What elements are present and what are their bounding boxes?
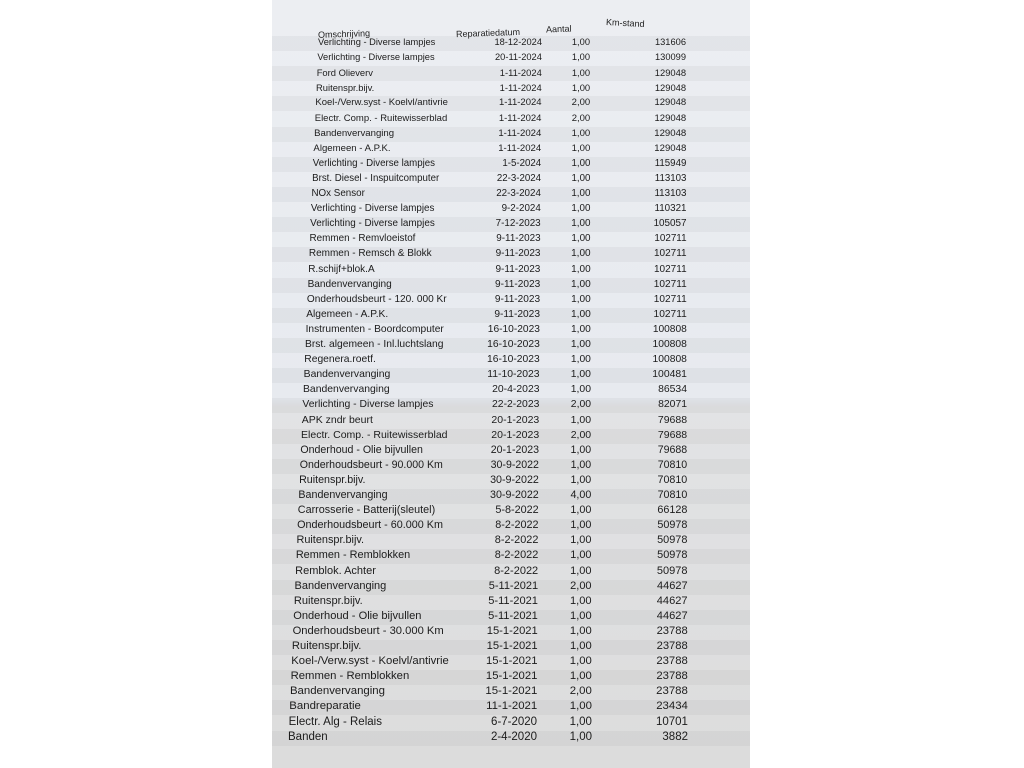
table-row xyxy=(272,519,750,534)
row-mileage: 130099 xyxy=(655,52,687,63)
row-mileage: 23788 xyxy=(656,670,688,683)
row-repair-date: 16-10-2023 xyxy=(487,339,540,350)
row-description: Verlichting - Diverse lampjes xyxy=(310,203,435,215)
row-repair-date: 20-4-2023 xyxy=(492,384,540,396)
row-mileage: 44627 xyxy=(656,579,688,592)
table-row xyxy=(272,716,750,731)
row-quantity: 1,00 xyxy=(571,188,591,199)
row-mileage: 102711 xyxy=(653,248,687,260)
row-description: Electr. Comp. - Ruitewisserblad xyxy=(301,428,448,441)
row-description: Bandenvervanging xyxy=(303,369,391,381)
row-description: NOx Sensor xyxy=(311,188,365,199)
row-repair-date: 11-10-2023 xyxy=(487,369,540,381)
table-row xyxy=(272,731,750,746)
row-quantity: 1,00 xyxy=(571,203,591,215)
row-repair-date: 1-11-2024 xyxy=(498,127,542,139)
document-page xyxy=(272,0,750,768)
row-description: Bandreparatie xyxy=(289,700,361,713)
table-row xyxy=(272,504,750,519)
row-repair-date: 20-1-2023 xyxy=(490,443,540,456)
row-description: Onderhoud - Olie bijvullen xyxy=(293,609,422,622)
row-repair-date: 15-1-2021 xyxy=(486,624,538,637)
row-mileage: 100808 xyxy=(652,323,687,335)
row-description: Ruitenspr.bijv. xyxy=(316,82,375,94)
row-description: Bandenvervanging xyxy=(307,278,392,290)
row-mileage: 79688 xyxy=(657,413,688,426)
table-row xyxy=(272,112,750,127)
row-description: Algemeen - A.P.K. xyxy=(313,142,391,154)
row-description: APK zndr beurt xyxy=(301,413,373,426)
row-repair-date: 9-11-2023 xyxy=(495,263,541,275)
row-repair-date: 15-1-2021 xyxy=(486,655,538,668)
row-description: Remmen - Remvloeistof xyxy=(309,233,416,245)
row-quantity: 1,00 xyxy=(570,443,592,456)
table-row xyxy=(272,81,750,96)
row-quantity: 1,00 xyxy=(571,263,591,275)
row-quantity: 1,00 xyxy=(570,473,592,486)
row-quantity: 1,00 xyxy=(569,624,592,637)
table-row xyxy=(272,398,750,413)
row-mileage: 102711 xyxy=(653,308,687,320)
row-repair-date: 16-10-2023 xyxy=(487,354,540,366)
row-description: Onderhoudsbeurt - 60.000 Km xyxy=(297,519,443,532)
row-mileage: 129048 xyxy=(654,82,687,94)
row-quantity: 1,00 xyxy=(569,655,592,668)
row-repair-date: 18-12-2024 xyxy=(494,37,542,47)
row-description: Algemeen - A.P.K. xyxy=(306,308,389,320)
row-repair-date: 30-9-2022 xyxy=(490,489,539,501)
table-row xyxy=(272,308,750,323)
row-quantity: 1,00 xyxy=(571,172,591,184)
row-repair-date: 2-4-2020 xyxy=(490,730,537,743)
row-description: Ruitenspr.bijv. xyxy=(299,473,366,486)
row-mileage: 44627 xyxy=(656,594,688,607)
row-repair-date: 16-10-2023 xyxy=(487,323,540,335)
row-repair-date: 5-11-2021 xyxy=(488,594,538,607)
table-row xyxy=(272,610,750,625)
row-quantity: 1,00 xyxy=(571,142,591,154)
table-row xyxy=(272,534,750,549)
header-description: Omschrijving xyxy=(317,28,371,40)
row-quantity: 2,00 xyxy=(570,428,592,441)
table-row xyxy=(272,549,750,564)
row-quantity: 1,00 xyxy=(570,308,591,320)
row-mileage: 113103 xyxy=(654,188,687,199)
table-row xyxy=(272,489,750,504)
row-repair-date: 9-11-2023 xyxy=(494,293,541,305)
row-repair-date: 30-9-2022 xyxy=(490,458,539,471)
row-repair-date: 9-11-2023 xyxy=(494,278,541,290)
row-mileage: 70810 xyxy=(657,489,688,501)
table-row xyxy=(272,278,750,293)
row-mileage: 129048 xyxy=(654,142,687,154)
row-repair-date: 20-1-2023 xyxy=(491,428,540,441)
row-mileage: 102711 xyxy=(653,293,687,305)
row-mileage: 102711 xyxy=(654,233,687,245)
row-repair-date: 22-3-2024 xyxy=(496,172,542,184)
row-mileage: 79688 xyxy=(657,428,688,441)
row-repair-date: 5-11-2021 xyxy=(488,609,538,622)
row-quantity: 1,00 xyxy=(571,157,591,169)
table-row xyxy=(272,232,750,247)
row-description: Onderhoud - Olie bijvullen xyxy=(300,443,423,456)
row-quantity: 1,00 xyxy=(569,640,592,652)
table-row xyxy=(272,172,750,187)
row-quantity: 2,00 xyxy=(571,112,591,124)
row-mileage: 129048 xyxy=(654,112,687,124)
row-description: Onderhoudsbeurt - 90.000 Km xyxy=(299,458,443,471)
row-repair-date: 22-3-2024 xyxy=(496,188,541,199)
row-mileage: 115949 xyxy=(654,157,687,169)
row-mileage: 86534 xyxy=(658,384,687,396)
row-repair-date: 1-11-2024 xyxy=(499,82,542,94)
row-repair-date: 8-2-2022 xyxy=(494,534,539,547)
row-repair-date: 5-8-2022 xyxy=(495,504,539,517)
table-row xyxy=(272,580,750,595)
table-row xyxy=(272,595,750,610)
row-mileage: 102711 xyxy=(653,278,687,290)
row-repair-date: 1-11-2024 xyxy=(498,142,542,154)
table-row xyxy=(272,66,750,81)
row-repair-date: 7-12-2023 xyxy=(495,218,541,230)
row-quantity: 1,00 xyxy=(569,670,592,683)
row-mileage: 100808 xyxy=(652,354,687,366)
header-repair-date: Reparatiedatum xyxy=(455,26,521,40)
table-row xyxy=(272,51,750,66)
row-mileage: 70810 xyxy=(657,473,688,486)
row-repair-date: 9-2-2024 xyxy=(501,203,541,215)
row-repair-date: 15-1-2021 xyxy=(485,685,538,698)
row-description: Verlichting - Diverse lampjes xyxy=(317,52,435,63)
row-quantity: 1,00 xyxy=(570,458,592,471)
row-description: Remmen - Remblokken xyxy=(295,549,411,562)
table-row xyxy=(272,217,750,232)
row-quantity: 1,00 xyxy=(570,549,592,562)
row-repair-date: 8-2-2022 xyxy=(494,564,539,577)
table-row xyxy=(272,383,750,398)
table-row xyxy=(272,263,750,278)
table-row xyxy=(272,640,750,655)
row-description: Ruitenspr.bijv. xyxy=(291,640,362,652)
row-description: Bandenvervanging xyxy=(294,579,387,592)
table-row xyxy=(272,293,750,308)
table-row xyxy=(272,127,750,142)
row-mileage: 110321 xyxy=(654,203,687,215)
row-quantity: 1,00 xyxy=(570,339,591,350)
row-quantity: 1,00 xyxy=(570,354,591,366)
table-row xyxy=(272,459,750,474)
row-repair-date: 1-5-2024 xyxy=(502,157,542,169)
row-quantity: 1,00 xyxy=(571,293,591,305)
row-description: Carrosserie - Batterij(sleutel) xyxy=(297,504,436,517)
table-row xyxy=(272,338,750,353)
row-mileage: 50978 xyxy=(657,534,688,547)
row-description: R.schijf+blok.A xyxy=(308,263,375,275)
row-repair-date: 9-11-2023 xyxy=(494,308,541,320)
row-mileage: 82071 xyxy=(658,399,688,411)
row-quantity: 1,00 xyxy=(570,384,591,396)
row-mileage: 44627 xyxy=(656,609,688,622)
table-row xyxy=(272,700,750,715)
table-row xyxy=(272,429,750,444)
row-quantity: 1,00 xyxy=(571,278,591,290)
table-row xyxy=(272,565,750,580)
table-row xyxy=(272,655,750,670)
row-repair-date: 20-11-2024 xyxy=(495,52,542,63)
row-quantity: 1,00 xyxy=(571,233,591,245)
row-repair-date: 8-2-2022 xyxy=(494,549,539,562)
row-repair-date: 1-11-2024 xyxy=(499,67,542,79)
row-quantity: 1,00 xyxy=(569,715,592,728)
row-repair-date: 22-2-2023 xyxy=(492,399,540,411)
row-quantity: 2,00 xyxy=(571,97,591,109)
table-row xyxy=(272,353,750,368)
row-mileage: 100808 xyxy=(652,339,687,350)
table-row xyxy=(272,36,750,51)
row-quantity: 4,00 xyxy=(570,489,592,501)
row-quantity: 1,00 xyxy=(570,369,591,381)
row-description: Instrumenten - Boordcomputer xyxy=(305,323,444,335)
table-row xyxy=(272,474,750,489)
row-mileage: 100481 xyxy=(652,369,687,381)
row-description: Electr. Alg - Relais xyxy=(288,715,382,728)
row-repair-date: 20-1-2023 xyxy=(491,413,540,426)
row-repair-date: 1-11-2024 xyxy=(498,97,542,109)
row-mileage: 79688 xyxy=(657,443,688,456)
row-quantity: 1,00 xyxy=(570,564,592,577)
row-mileage: 131606 xyxy=(654,37,686,47)
row-description: Bandenvervanging xyxy=(314,127,395,139)
row-repair-date: 30-9-2022 xyxy=(490,473,539,486)
row-description: Regenera.roetf. xyxy=(304,354,376,366)
row-quantity: 2,00 xyxy=(569,685,592,698)
row-quantity: 1,00 xyxy=(571,248,591,260)
row-mileage: 23788 xyxy=(656,624,688,637)
table-row xyxy=(272,685,750,700)
row-mileage: 102711 xyxy=(654,263,687,275)
row-description: Bandenvervanging xyxy=(289,685,385,698)
row-quantity: 2,00 xyxy=(570,399,592,411)
row-mileage: 70810 xyxy=(657,458,688,471)
row-repair-date: 1-11-2024 xyxy=(498,112,542,124)
row-mileage: 113103 xyxy=(654,172,687,184)
row-mileage: 66128 xyxy=(657,504,688,517)
row-quantity: 1,00 xyxy=(571,82,591,94)
table-row xyxy=(272,625,750,640)
header-mileage: Km-stand xyxy=(605,16,645,30)
row-repair-date: 9-11-2023 xyxy=(495,248,541,260)
table-row xyxy=(272,444,750,459)
table-row xyxy=(272,247,750,262)
row-quantity: 1,00 xyxy=(570,504,592,517)
row-description: Ruitenspr.bijv. xyxy=(296,534,365,547)
row-repair-date: 15-1-2021 xyxy=(486,640,538,652)
table-row xyxy=(272,157,750,172)
row-mileage: 23788 xyxy=(656,640,688,652)
row-description: Remmen - Remblokken xyxy=(290,670,410,683)
table-row xyxy=(272,368,750,383)
row-quantity: 1,00 xyxy=(570,609,592,622)
row-quantity: 1,00 xyxy=(571,67,591,79)
row-description: Brst. Diesel - Inspuitcomputer xyxy=(312,172,440,184)
row-repair-date: 11-1-2021 xyxy=(486,700,538,713)
table-row xyxy=(272,187,750,202)
row-description: Bandenvervanging xyxy=(303,384,390,396)
table-row xyxy=(272,96,750,111)
row-quantity: 1,00 xyxy=(571,127,591,139)
row-description: Ruitenspr.bijv. xyxy=(293,594,363,607)
row-repair-date: 5-11-2021 xyxy=(488,579,539,592)
row-mileage: 23788 xyxy=(656,655,688,668)
row-quantity: 1,00 xyxy=(570,594,592,607)
row-quantity: 1,00 xyxy=(569,730,592,743)
row-description: Verlichting - Diverse lampjes xyxy=(310,218,435,230)
row-mileage: 50978 xyxy=(657,519,688,532)
row-mileage: 129048 xyxy=(654,67,687,79)
row-repair-date: 15-1-2021 xyxy=(485,670,538,683)
row-description: Verlichting - Diverse lampjes xyxy=(318,37,436,47)
row-quantity: 2,00 xyxy=(570,579,592,592)
row-mileage: 3882 xyxy=(662,730,688,743)
row-quantity: 1,00 xyxy=(571,52,591,63)
row-quantity: 1,00 xyxy=(571,218,591,230)
row-description: Brst. algemeen - Inl.luchtslang xyxy=(304,339,444,350)
table-row xyxy=(272,202,750,217)
row-mileage: 10701 xyxy=(655,715,688,728)
row-description: Koel-/Verw.syst - Koelvl/antivrie xyxy=(315,97,448,109)
row-description: Koel-/Verw.syst - Koelvl/antivrie xyxy=(291,655,449,668)
row-quantity: 1,00 xyxy=(571,37,590,47)
row-description: Remblok. Achter xyxy=(295,564,376,577)
row-description: Onderhoudsbeurt - 120. 000 Kr xyxy=(306,293,447,305)
row-quantity: 1,00 xyxy=(569,700,592,713)
row-mileage: 129048 xyxy=(654,97,687,109)
row-description: Banden xyxy=(288,730,328,743)
row-description: Verlichting - Diverse lampjes xyxy=(312,157,435,169)
row-description: Bandenvervanging xyxy=(298,489,388,501)
row-mileage: 23788 xyxy=(656,685,688,698)
row-mileage: 50978 xyxy=(656,564,688,577)
table-row xyxy=(272,670,750,685)
row-repair-date: 9-11-2023 xyxy=(496,233,541,245)
row-mileage: 129048 xyxy=(654,127,687,139)
table-row xyxy=(272,414,750,429)
row-description: Electr. Comp. - Ruitewisserblad xyxy=(314,112,448,124)
row-repair-date: 6-7-2020 xyxy=(491,715,538,728)
row-quantity: 1,00 xyxy=(570,519,592,532)
row-description: Onderhoudsbeurt - 30.000 Km xyxy=(292,624,444,637)
row-quantity: 1,00 xyxy=(570,323,591,335)
row-mileage: 23434 xyxy=(656,700,688,713)
row-mileage: 50978 xyxy=(657,549,688,562)
row-description: Remmen - Remsch & Blokk xyxy=(308,248,432,260)
table-row xyxy=(272,142,750,157)
row-repair-date: 8-2-2022 xyxy=(495,519,539,532)
row-quantity: 1,00 xyxy=(570,534,592,547)
table-row xyxy=(272,323,750,338)
header-quantity: Aantal xyxy=(545,23,572,35)
row-mileage: 105057 xyxy=(653,218,687,230)
row-quantity: 1,00 xyxy=(570,413,592,426)
row-description: Verlichting - Diverse lampjes xyxy=(302,399,434,411)
row-description: Ford Olieverv xyxy=(316,67,373,79)
